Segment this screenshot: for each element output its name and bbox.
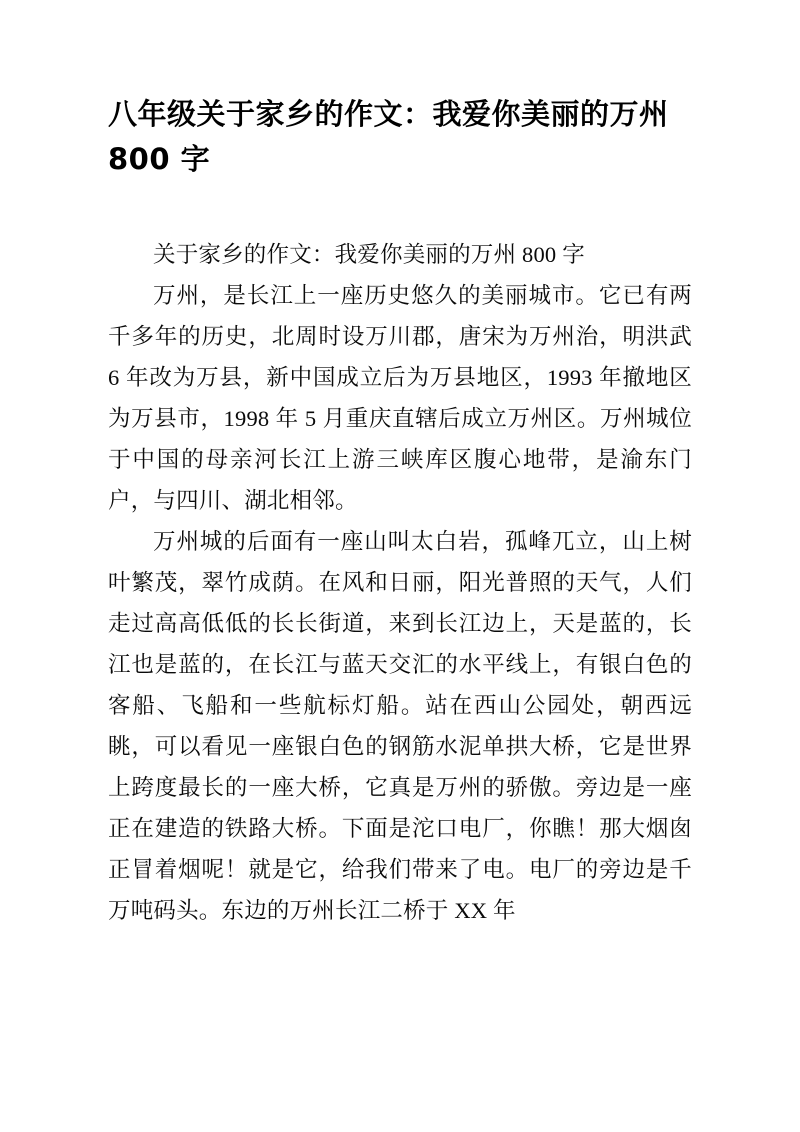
page-title: 八年级关于家乡的作文：我爱你美丽的万州 800 字 [108,97,669,176]
paragraph: 万州城的后面有一座山叫太白岩，孤峰兀立，山上树叶繁茂，翠竹成荫。在风和日丽，阳光普照的天气，人们走过高高低低的长长街道，来到长江边上，天是蓝的，长江也是蓝的，在长江与蓝天交汇的水平线上，有银白色的客船、飞船和一些航标灯船。站在西山公园处，朝西远眺，可以看见一座银白色的钢筋水泥单拱大桥，它是世界上跨度最长的一座大桥，它真是万州的骄傲。旁边是一座正在建造的铁路大桥。下面是沱口电厂，你瞧！那大烟囱正冒着烟呢！就是它，给我们带来了电。电厂的旁边是千万吨码头。东边的万州长江二桥于 XX 年 [108,528,692,923]
paragraph: 关于家乡的作文：我爱你美丽的万州 800 字 [153,241,585,267]
document-body [108,234,692,931]
paragraph: 万州，是长江上一座历史悠久的美丽城市。它已有两千多年的历史，北周时设万川郡，唐宋为万州治，明洪武 6 年改为万县，新中国成立后为万县地区，1993 年撤地区为万县市，1998 年 5 月重庆直辖后成立万州区。万州城位于中国的母亲河长江上游三峡库区腹心地带，是渝东门户，与四川、湖北相邻。 [108,282,692,513]
